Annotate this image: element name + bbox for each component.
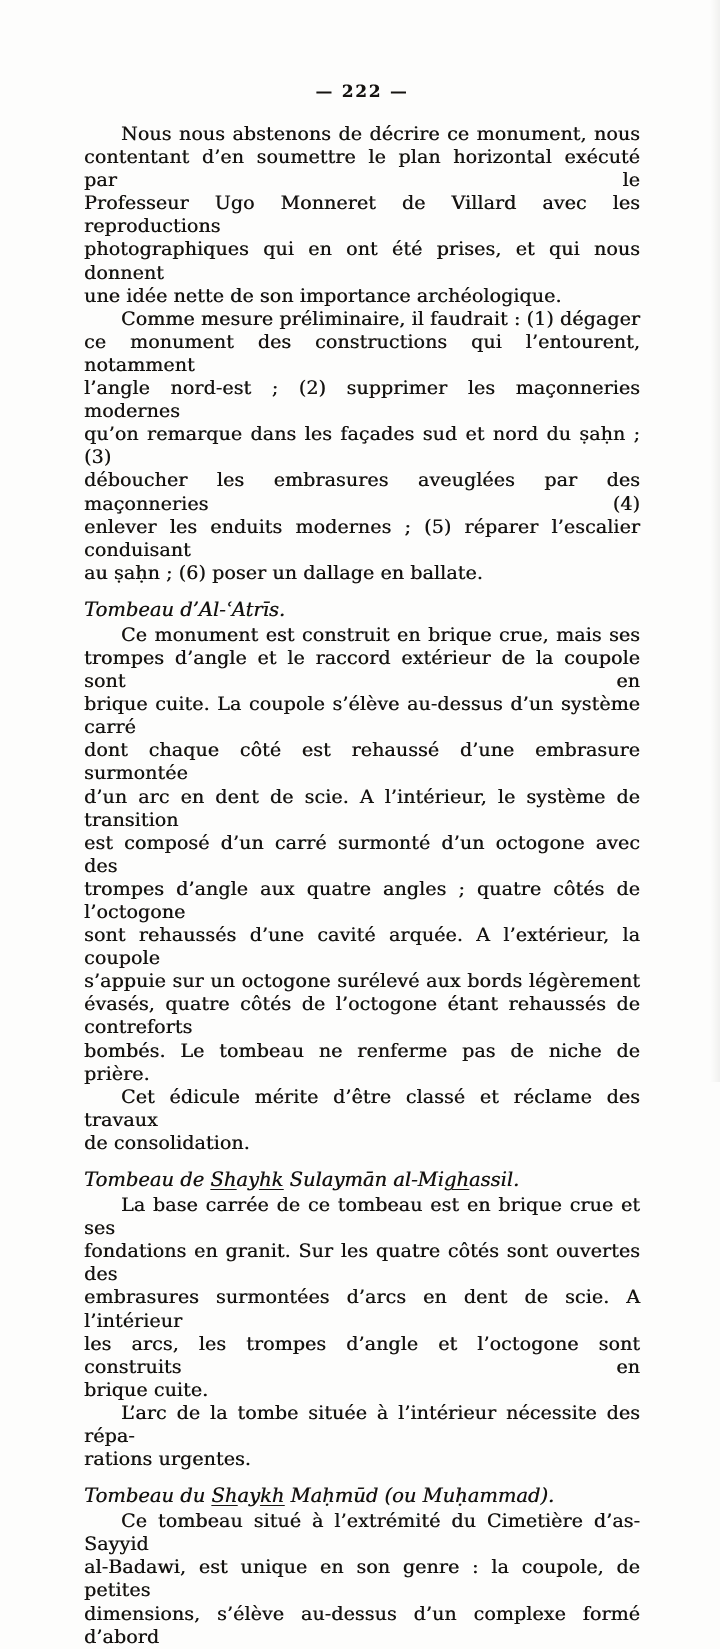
heading-text-underlined: Sh (210, 1168, 237, 1192)
scan-page-edge-shadow (710, 0, 720, 1082)
text-line: sont rehaussés d’une cavité arquée. A l’extérieur, la coupole (84, 924, 640, 970)
heading-text-underlined: gh (443, 1168, 469, 1192)
text-line: évasés, quatre côtés de l’octogone étant rehaussés de contreforts (84, 993, 640, 1039)
text-line: est composé d’un carré surmonté d’un octogone avec des (84, 831, 640, 877)
text-line: dimensions, s’élève au-dessus d’un complexe formé d’abord (84, 1602, 640, 1648)
text-line: Cet édicule mérite d’être classé et réclame des travaux (84, 1085, 640, 1131)
section-heading-shaykh-mahmud (84, 1484, 640, 1507)
text-line: de consolidation. (84, 1131, 250, 1154)
book-page (84, 0, 640, 1649)
text-line: qu’on remarque dans les façades sud et nord du ṣaḥn ; (3) (84, 423, 640, 469)
heading-text: Maḥmūd (ou Muḥammad). (284, 1484, 555, 1508)
heading-text-underlined: kh (259, 1484, 285, 1508)
heading-text: Tombeau du (84, 1484, 212, 1508)
text-line: au ṣaḥn ; (6) poser un dallage en ballate. (84, 561, 483, 584)
heading-text: assil. (468, 1168, 520, 1192)
heading-text: Tombeau d’Al-ʿAtrīs. (84, 597, 286, 621)
section-heading-al-atris (84, 598, 640, 621)
text-line: ce monument des constructions qui l’entourent, notamment (84, 330, 640, 376)
page-number: — 222 — (315, 82, 409, 101)
text-line: brique cuite. La coupole s’élève au-dessus d’un système carré (84, 693, 640, 739)
text-line: rations urgentes. (84, 1448, 251, 1471)
paragraph-sulayman-description (84, 1194, 640, 1402)
paragraph-intro (84, 123, 640, 308)
text-line: Nous nous abstenons de décrire ce monument, nous (121, 123, 640, 145)
text-line: trompes d’angle et le raccord extérieur de la coupole sont en (84, 646, 640, 693)
text-line: s’appuie sur un octogone surélevé aux bords légèrement (84, 970, 640, 993)
heading-text-underlined: hk (258, 1168, 284, 1192)
text-line: Ce monument est construit en brique crue, mais ses (121, 623, 640, 646)
text-line: dont chaque côté est rehaussé d’une embrasure surmontée (84, 739, 640, 785)
text-line: enlever les enduits modernes ; (5) réparer l’escalier conduisant (84, 515, 640, 561)
text-line: les arcs, les trompes d’angle et l’octogone sont construits en (84, 1332, 640, 1378)
text-line: l’angle nord-est ; (2) supprimer les maçonneries modernes (84, 377, 640, 423)
text-line: Comme mesure préliminaire, il faudrait : (1) dégager (121, 307, 640, 330)
text-line: La base carrée de ce tombeau est en brique crue et ses (84, 1194, 640, 1240)
paragraph-arc-reparations (84, 1402, 640, 1471)
text-line: déboucher les embrasures aveuglées par des maçonneries (4) (84, 469, 640, 515)
text-line: brique cuite. (84, 1378, 209, 1401)
section-heading-sulayman-al-mighassil (84, 1168, 640, 1191)
text-line: trompes d’angle aux quatre angles ; quatre côtés de l’octogone (84, 877, 640, 923)
paragraph-preliminary-measures (84, 308, 640, 585)
paragraph-mahmud-description (84, 1510, 640, 1649)
heading-text: ay (236, 1168, 259, 1192)
text-line: bombés. Le tombeau ne renferme pas de niche de prière. (84, 1039, 640, 1085)
text-line: Ce tombeau situé à l’extrémité du Cimetière d’as-Sayyid (84, 1510, 640, 1556)
text-line: d’un arc en dent de scie. A l’intérieur, le système de transition (84, 785, 640, 831)
paragraph-edicule (84, 1086, 640, 1155)
heading-text-underlined: Sh (211, 1484, 238, 1508)
heading-text: Tombeau de (84, 1168, 211, 1192)
text-line: photographiques qui en ont été prises, et qui nous donnent (84, 238, 640, 284)
text-line: L’arc de la tombe située à l’intérieur nécessite des répa- (84, 1401, 640, 1447)
text-line: embrasures surmontées d’arcs en dent de scie. A l’intérieur (84, 1286, 640, 1332)
text-line: al-Badawi, est unique en son genre : la coupole, de petites (84, 1556, 640, 1602)
text-line: fondations en granit. Sur les quatre côtés sont ouvertes des (84, 1240, 640, 1286)
paragraph-al-atris-description (84, 624, 640, 1086)
text-line: contentant d’en soumettre le plan horizontal exécuté par le (84, 146, 640, 192)
text-line: une idée nette de son importance archéologique. (84, 284, 562, 307)
heading-text: Sulaymān al-Mi (283, 1168, 444, 1192)
heading-text: ay (237, 1484, 260, 1508)
text-line: Professeur Ugo Monneret de Villard avec les reproductions (84, 192, 640, 238)
